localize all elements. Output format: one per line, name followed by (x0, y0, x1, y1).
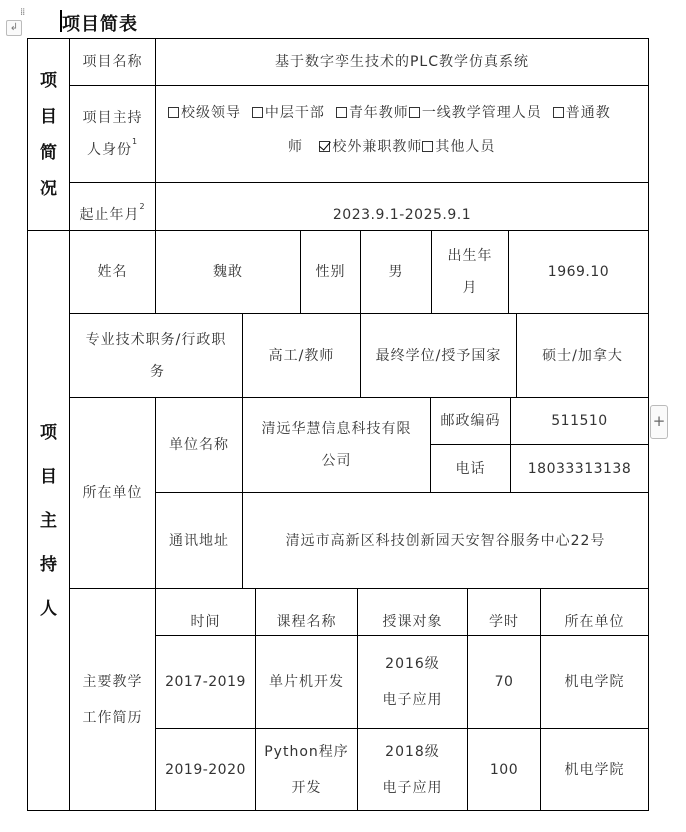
history-row-2-target[interactable] (357, 728, 468, 811)
history-header-hours: 学时 (467, 588, 541, 636)
host-identity-label (69, 85, 156, 183)
gender-value[interactable]: 男 (360, 230, 432, 314)
postcode-value[interactable]: 511510 (510, 397, 649, 445)
add-column-button[interactable]: + (650, 405, 668, 439)
checkbox-icon[interactable] (336, 107, 347, 118)
option-label: 校外兼职教师 (332, 139, 423, 155)
checkbox-icon[interactable] (409, 107, 420, 118)
header-char: 项 (40, 422, 57, 443)
label-line: 工作简历 (82, 709, 143, 726)
label-line: 项目主持 (82, 110, 143, 126)
option-label: 普通教 (565, 105, 611, 121)
value-line: 公司 (321, 453, 352, 469)
unit-section-label: 所在单位 (69, 397, 156, 589)
history-header-time: 时间 (155, 588, 256, 636)
label-text: 起止年月 (79, 207, 140, 223)
checkbox-icon[interactable] (553, 107, 564, 118)
history-row-1-unit[interactable]: 机电学院 (540, 635, 649, 729)
footnote-mark: 2 (139, 202, 146, 212)
unit-name-label: 单位名称 (155, 397, 243, 493)
degree-label: 最终学位/授予国家 (360, 313, 517, 398)
checked-checkbox-icon[interactable] (319, 141, 330, 152)
birth-label (431, 230, 509, 314)
table-anchor-icon[interactable]: ↲ (6, 20, 22, 36)
history-row-2-time[interactable]: 2019-2020 (155, 728, 256, 811)
option-other[interactable] (422, 139, 495, 155)
project-name-label: 项目名称 (69, 38, 156, 86)
page-title: 项目简表 (62, 14, 138, 35)
option-ordinary-teacher[interactable] (553, 105, 611, 121)
table-move-handle[interactable] (6, 7, 25, 34)
label-line: 月 (462, 280, 478, 296)
label-line: 务 (150, 363, 165, 380)
history-row-1-time[interactable]: 2017-2019 (155, 635, 256, 729)
gender-label: 性别 (300, 230, 361, 314)
value-line: 2016级 (385, 656, 440, 672)
address-value[interactable]: 清远市高新区科技创新园天安智谷服务中心22号 (242, 492, 649, 589)
date-range-value[interactable]: 2023.9.1-2025.9.1 (155, 182, 649, 231)
address-label: 通讯地址 (155, 492, 243, 589)
option-label: 中层干部 (264, 105, 325, 121)
history-header-course: 课程名称 (255, 588, 358, 636)
history-row-1-course[interactable]: 单片机开发 (255, 635, 358, 729)
option-young-teacher[interactable] (336, 105, 409, 121)
option-label-continued: 师 (288, 139, 303, 155)
professional-title-value[interactable]: 高工/教师 (242, 313, 361, 398)
header-char: 简 (40, 142, 57, 163)
name-label: 姓名 (69, 230, 156, 314)
degree-value[interactable]: 硕士/加拿大 (516, 313, 649, 398)
birth-value[interactable]: 1969.10 (508, 230, 649, 314)
option-label: 校级领导 (181, 105, 241, 121)
option-external-teacher[interactable] (319, 139, 422, 155)
drag-dots-icon[interactable]: ⁞⁞ (20, 7, 25, 18)
history-row-1-target[interactable] (357, 635, 468, 729)
header-char: 项 (40, 70, 57, 91)
option-label: 其他人员 (435, 139, 496, 155)
value-line: 开发 (291, 779, 322, 796)
checkbox-icon[interactable] (252, 107, 263, 118)
history-row-2-course[interactable] (255, 728, 358, 811)
date-range-label (69, 182, 156, 231)
option-label: 一线教学管理人员 (421, 105, 542, 121)
label-line: 出生年 (447, 248, 493, 264)
history-header-target: 授课对象 (357, 588, 468, 636)
history-row-2-hours[interactable]: 100 (467, 728, 541, 811)
project-name-value[interactable]: 基于数字孪生技术的PLC教学仿真系统 (155, 38, 649, 86)
option-middle-cadre[interactable] (252, 105, 325, 121)
phone-value[interactable]: 18033313138 (510, 444, 649, 493)
header-char: 主 (40, 510, 57, 531)
header-char: 目 (40, 466, 57, 487)
option-school-leader[interactable] (168, 105, 241, 121)
option-frontline-staff[interactable] (409, 105, 542, 121)
option-label: 青年教师 (348, 105, 409, 121)
checkbox-icon[interactable] (422, 141, 433, 152)
unit-name-value[interactable] (242, 397, 431, 493)
history-row-2-unit[interactable]: 机电学院 (540, 728, 649, 811)
history-header-unit: 所在单位 (540, 588, 649, 636)
host-identity-options (155, 85, 649, 183)
label-line: 人身份 (86, 142, 132, 158)
checkbox-icon[interactable] (168, 107, 179, 118)
header-char: 况 (40, 178, 57, 199)
value-line: 电子应用 (382, 692, 443, 708)
footnote-mark: 1 (131, 137, 139, 147)
value-line: Python程序 (264, 743, 349, 760)
project-section-header (27, 38, 70, 231)
phone-label: 电话 (430, 444, 511, 493)
header-char: 人 (40, 598, 57, 619)
postcode-label: 邮政编码 (430, 397, 511, 445)
header-char: 持 (40, 554, 57, 575)
professional-title-label (69, 313, 243, 398)
label-line: 主要教学 (82, 673, 143, 690)
header-char: 目 (40, 106, 57, 127)
value-line: 2018级 (385, 743, 440, 760)
value-line: 清远华慧信息科技有限 (261, 421, 412, 437)
value-line: 电子应用 (382, 779, 443, 796)
label-line: 专业技术职务/行政职 (85, 331, 227, 348)
history-row-1-hours[interactable]: 70 (467, 635, 541, 729)
host-section-header (27, 230, 70, 811)
name-value[interactable]: 魏敢 (155, 230, 301, 314)
teaching-history-label (69, 588, 156, 811)
